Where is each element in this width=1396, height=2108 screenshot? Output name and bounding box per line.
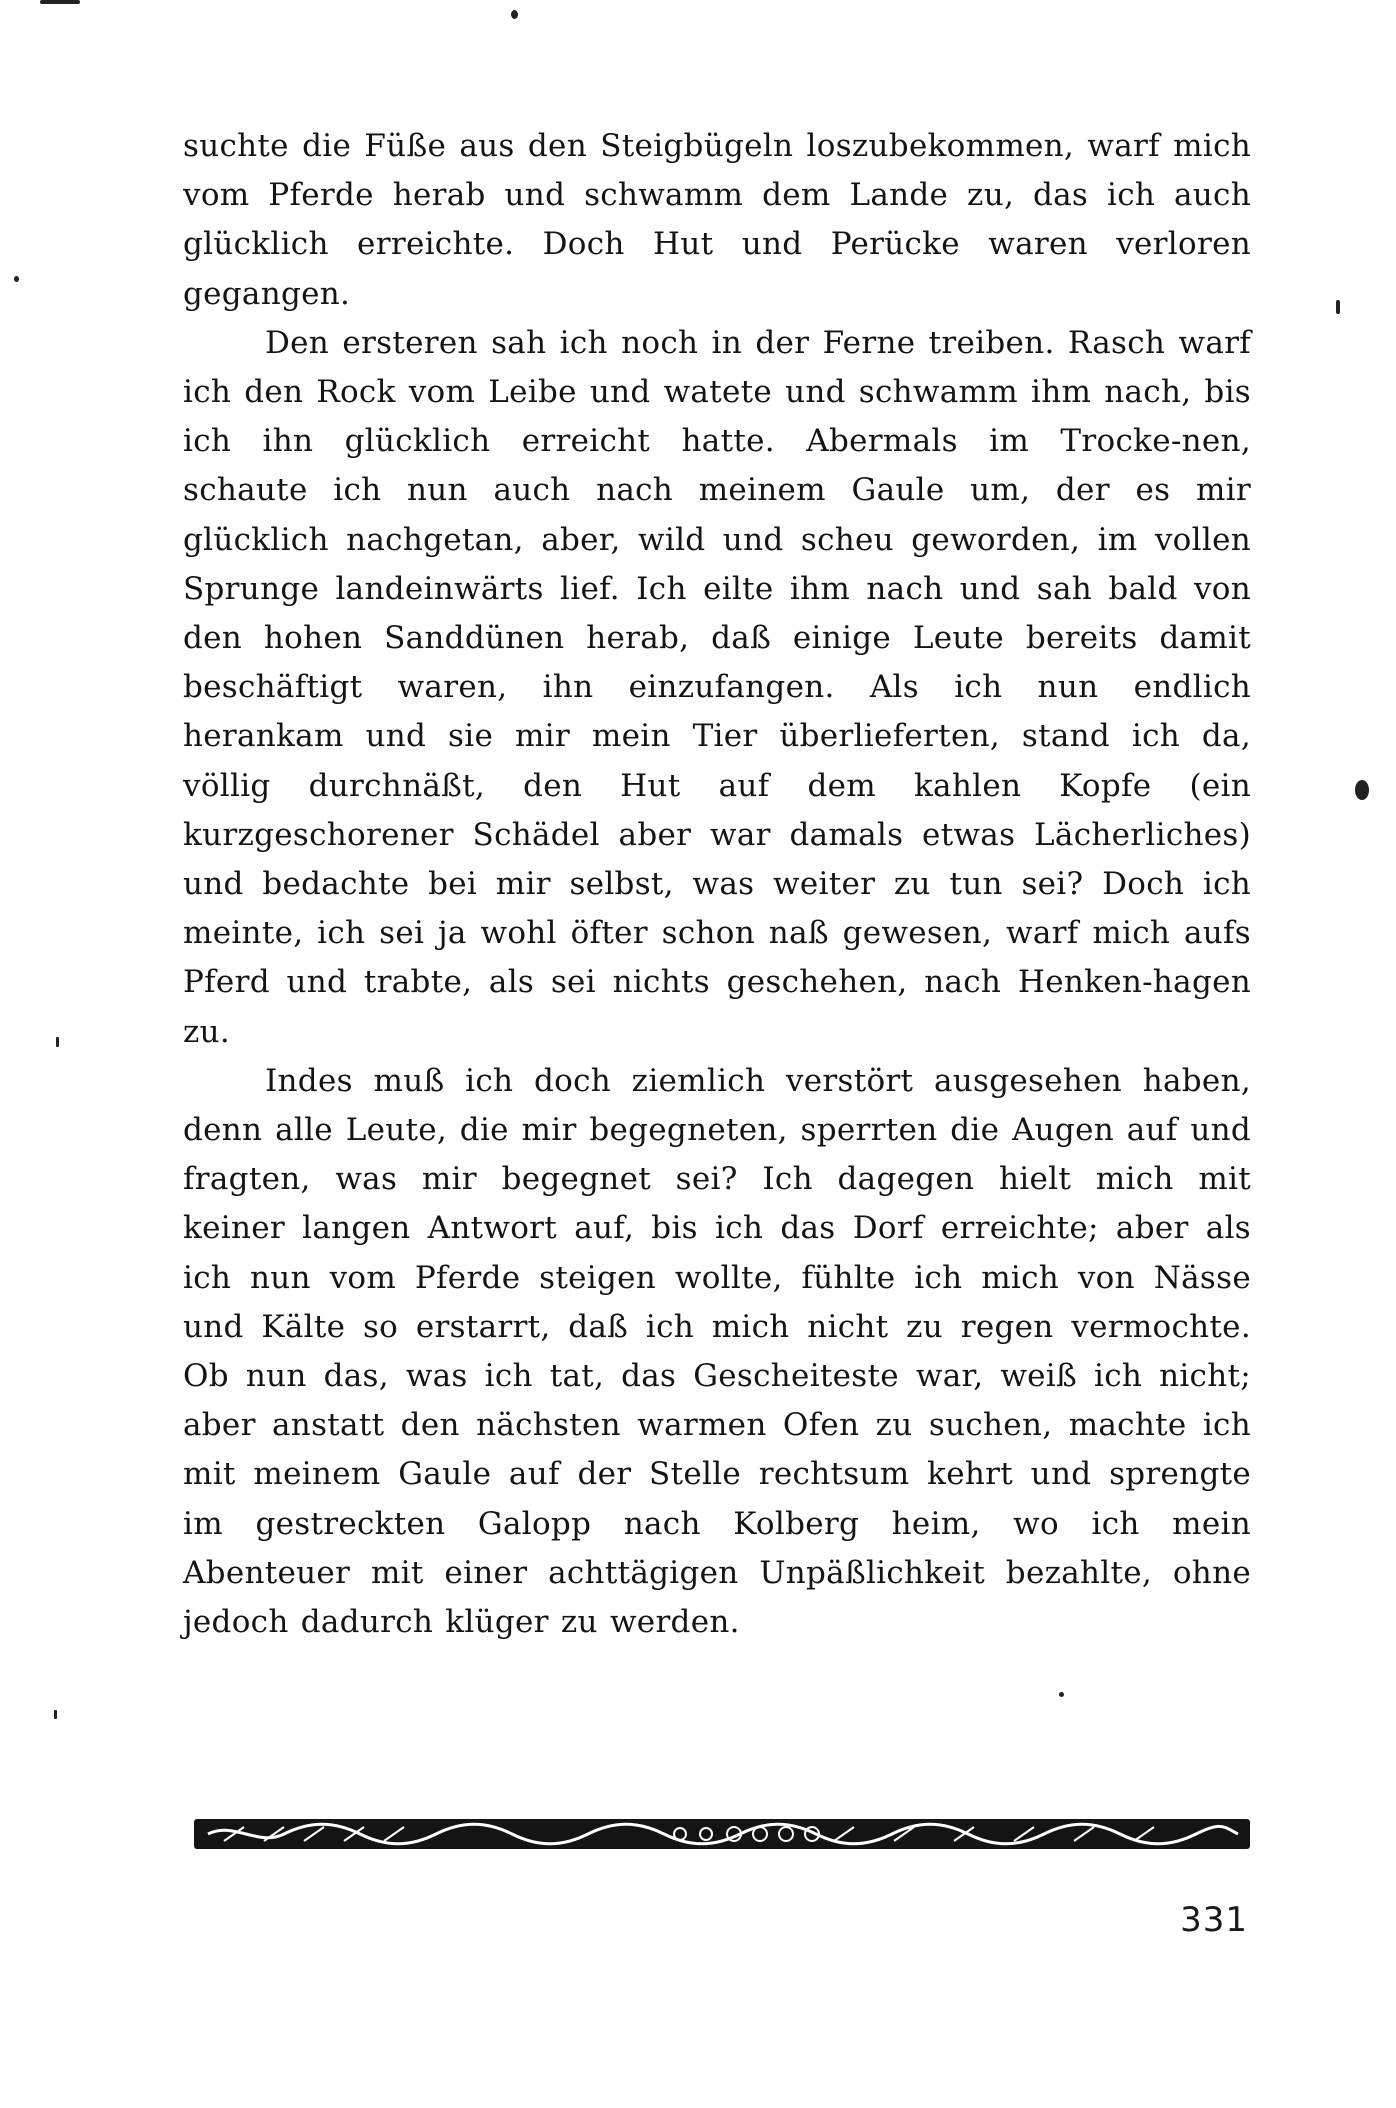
page-number: 331 bbox=[1180, 1900, 1248, 1940]
scan-speck bbox=[40, 0, 80, 4]
paragraph-2: Den ersteren sah ich noch in der Ferne treiben. Rasch warf ich den Rock vom Leibe und watete und schwamm ihm nach, bis ich ihn glücklich erreicht hatte. Abermals im Trocke-nen, schaute ich nun auch nach meinem Gaule um, der es mir glücklich nachgetan, aber, wild und scheu geworden, im vollen Sprunge landeinwärts lief. Ich eilte ihm nach und sah bald von den hohen Sanddünen herab, daß einige Leute bereits damit beschäftigt waren, ihn einzufangen. Als ich nun endlich herankam und sie mir mein Tier überlieferten, stand ich da, völlig durchnäßt, den Hut auf dem kahlen Kopfe (ein kurzgeschorener Schädel aber war damals etwas Lächerliches) und bedachte bei mir selbst, was weiter zu tun sei? Doch ich meinte, ich sei ja wohl öfter schon naß gewesen, warf mich aufs Pferd und trabte, als sei nichts geschehen, nach Henken-hagen zu. bbox=[183, 324, 1251, 1050]
scan-speck bbox=[54, 1710, 57, 1719]
body-text bbox=[183, 122, 1251, 1647]
scan-speck bbox=[511, 10, 518, 19]
paragraph-1: suchte die Füße aus den Steigbügeln loszubekommen, warf mich vom Pferde herab und schwamm dem Lande zu, das ich auch glücklich erreichte. Doch Hut und Perücke waren verloren gegangen. bbox=[183, 128, 1251, 312]
scan-speck bbox=[56, 1037, 59, 1047]
paragraph-3: Indes muß ich doch ziemlich verstört ausgesehen haben, denn alle Leute, die mir begegneten, sperrten die Augen auf und fragten, was mir begegnet sei? Ich dagegen hielt mich mit keiner langen Antwort auf, bis ich das Dorf erreichte; aber als ich nun vom Pferde steigen wollte, fühlte ich mich von Nässe und Kälte so erstarrt, daß ich mich nicht zu regen vermochte. Ob nun das, was ich tat, das Gescheiteste war, weiß ich nicht; aber anstatt den nächsten warmen Ofen zu suchen, machte ich mit meinem Gaule auf der Stelle rechtsum kehrt und sprengte im gestreckten Galopp nach Kolberg heim, wo ich mein Abenteuer mit einer achttägigen Unpäßlichkeit bezahlte, ohne jedoch dadurch klüger zu werden. bbox=[183, 1062, 1251, 1641]
decorative-ornament-divider bbox=[194, 1817, 1250, 1851]
scan-speck bbox=[1336, 300, 1340, 314]
scan-speck bbox=[1059, 1692, 1064, 1697]
scan-speck bbox=[14, 276, 19, 282]
scan-speck bbox=[1355, 780, 1369, 800]
